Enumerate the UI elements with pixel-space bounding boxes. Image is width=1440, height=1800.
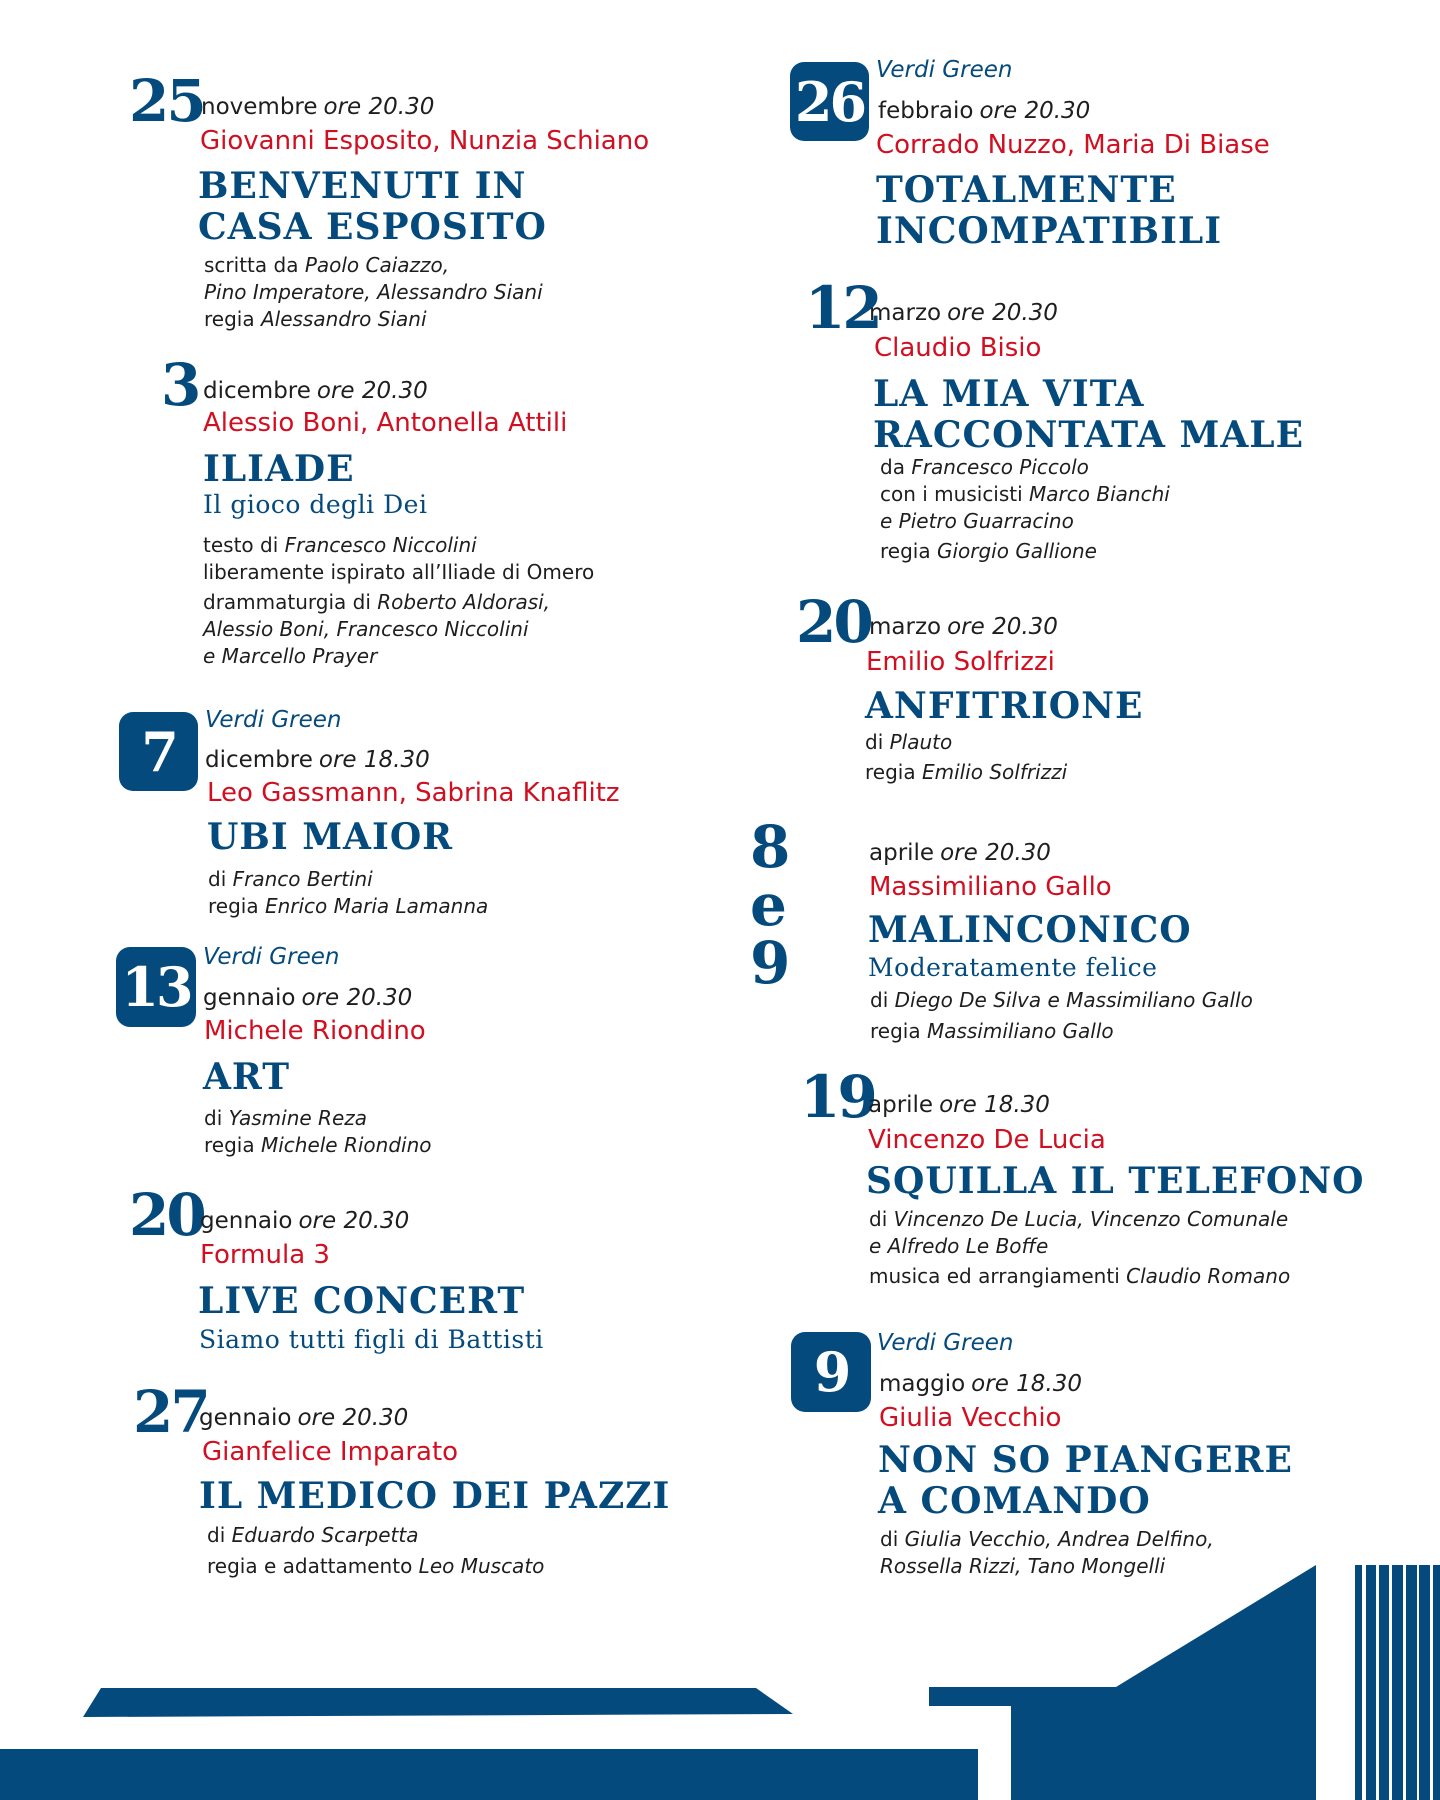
event-cast: Formula 3 [200,1240,330,1270]
event-cast: Corrado Nuzzo, Maria Di Biase [876,130,1270,160]
event-subtitle: Il gioco degli Dei [203,490,428,519]
credit-line: regia Enrico Maria Lamanna [208,894,489,918]
credit-line: e Alfredo Le Boffe [869,1234,1049,1258]
event-day: 25 [129,67,204,135]
credit-line: liberamente ispirato all’Iliade di Omero [203,560,595,584]
credit-line: regia Massimiliano Gallo [870,1019,1114,1043]
event-cast: Leo Gassmann, Sabrina Knaflitz [207,778,620,808]
event-subtitle: Siamo tutti figli di Battisti [199,1325,544,1354]
title-line: IL MEDICO DEI PAZZI [199,1475,671,1517]
event-month: gennaio [200,1208,293,1234]
credit-line: di Franco Bertini [208,867,373,891]
event-day-badge: 7 [119,712,198,791]
event-time: ore 20.30 [947,614,1058,640]
event-cast: Massimiliano Gallo [869,872,1112,902]
credit-line: regia Giorgio Gallione [880,539,1097,563]
title-line: NON SO PIANGERE [878,1439,1293,1481]
event-day-badge: 9 [791,1332,871,1412]
event-day: 20 [129,1181,204,1249]
credit-line: e Marcello Prayer [203,644,378,668]
credit-line: di Diego De Silva e Massimiliano Gallo [870,988,1253,1012]
event-month: aprile [869,840,935,866]
title-line: ANFITRIONE [865,685,1144,727]
stripe [1355,1565,1362,1800]
event-month: marzo [869,300,942,326]
event-tag: Verdi Green [203,944,340,970]
credit-line: di Eduardo Scarpetta [207,1523,419,1547]
credit-line: regia Alessandro Siani [204,307,427,331]
event-month: febbraio [878,98,974,124]
credit-line: con i musicisti Marco Bianchi [880,482,1170,506]
credit-line: e Pietro Guarracino [880,509,1074,533]
event-time: ore 20.30 [323,94,435,120]
event-cast: Michele Riondino [204,1016,426,1046]
credit-line: Rossella Rizzi, Tano Mongelli [880,1554,1166,1578]
title-line: ART [203,1056,291,1098]
event-time: ore 20.30 [947,300,1058,326]
credit-line: di Giulia Vecchio, Andrea Delfino, [880,1527,1214,1551]
event-time: ore 20.30 [301,985,413,1011]
credit-line: musica ed arrangiamenti Claudio Romano [869,1264,1291,1288]
event-day: 20 [796,588,871,656]
event-time: ore 20.30 [316,378,428,404]
event-month: dicembre [203,378,311,404]
credit-line: di Plauto [865,730,953,754]
title-line: RACCONTATA MALE [873,414,1305,456]
event-time: ore 18.30 [318,747,430,773]
title-line: CASA ESPOSITO [198,206,547,248]
credit-line: drammaturgia di Roberto Aldorasi, [203,590,551,614]
credit-line: Alessio Boni, Francesco Niccolini [203,617,529,641]
event-tag: Verdi Green [205,707,342,733]
event-month: gennaio [199,1405,292,1431]
stripe [1419,1565,1430,1800]
event-month: novembre [201,94,318,120]
event-month: marzo [869,614,942,640]
event-day: 19 [800,1063,875,1131]
title-line: SQUILLA IL TELEFONO [866,1160,1365,1202]
event-tag: Verdi Green [877,1330,1014,1356]
event-time: ore 18.30 [939,1092,1050,1118]
event-time: ore 18.30 [971,1371,1083,1397]
bottom-bar [0,1749,978,1800]
credit-line: scritta da Paolo Caiazzo, [204,253,450,277]
title-line: BENVENUTI IN [198,165,527,207]
event-subtitle: Moderatamente felice [868,953,1158,982]
event-cast: Emilio Solfrizzi [866,647,1055,677]
event-month: aprile [868,1092,934,1118]
event-time: ore 20.30 [979,98,1091,124]
title-line: ILIADE [203,448,355,490]
event-day: 27 [133,1378,208,1446]
title-line: LA MIA VITA [873,373,1145,415]
event-cast: Giovanni Esposito, Nunzia Schiano [200,126,650,156]
title-line: A COMANDO [878,1480,1151,1522]
credit-line: di Vincenzo De Lucia, Vincenzo Comunale [869,1207,1289,1231]
event-time: ore 20.30 [297,1405,409,1431]
trapezoid-shape [83,1688,793,1717]
stripe [1392,1565,1403,1800]
event-day: 3 [161,351,199,419]
event-tag: Verdi Green [876,57,1013,83]
stripe [1366,1565,1376,1800]
event-cast: Alessio Boni, Antonella Attili [203,408,568,438]
building-shape [929,1565,1316,1800]
credit-line: di Yasmine Reza [204,1106,367,1130]
event-cast: Claudio Bisio [874,333,1042,363]
credit-line: da Francesco Piccolo [880,455,1089,479]
credit-line: testo di Francesco Niccolini [203,533,477,557]
credit-line: regia e adattamento Leo Muscato [207,1554,545,1578]
event-cast: Giulia Vecchio [879,1403,1062,1433]
event-day: 12 [805,274,880,342]
event-cast: Vincenzo De Lucia [868,1125,1106,1155]
event-time: ore 20.30 [298,1208,410,1234]
title-line: INCOMPATIBILI [876,210,1223,252]
event-month: dicembre [205,747,313,773]
event-day-badge: 26 [790,62,869,141]
stripe [1379,1565,1389,1800]
event-month: gennaio [203,985,296,1011]
title-line: MALINCONICO [868,909,1192,951]
event-day-badge: 13 [116,947,196,1027]
event-time: ore 20.30 [940,840,1051,866]
title-line: LIVE CONCERT [198,1280,526,1322]
credit-line: regia Michele Riondino [204,1133,432,1157]
title-line: TOTALMENTE [876,169,1177,211]
event-month: maggio [879,1371,966,1397]
title-line: UBI MAIOR [207,816,454,858]
stripe [1433,1565,1440,1800]
event-day: 8 e 9 [750,813,793,997]
credit-line: Pino Imperatore, Alessandro Siani [204,280,543,304]
stripe [1406,1565,1417,1800]
event-cast: Gianfelice Imparato [202,1437,459,1467]
credit-line: regia Emilio Solfrizzi [865,760,1068,784]
